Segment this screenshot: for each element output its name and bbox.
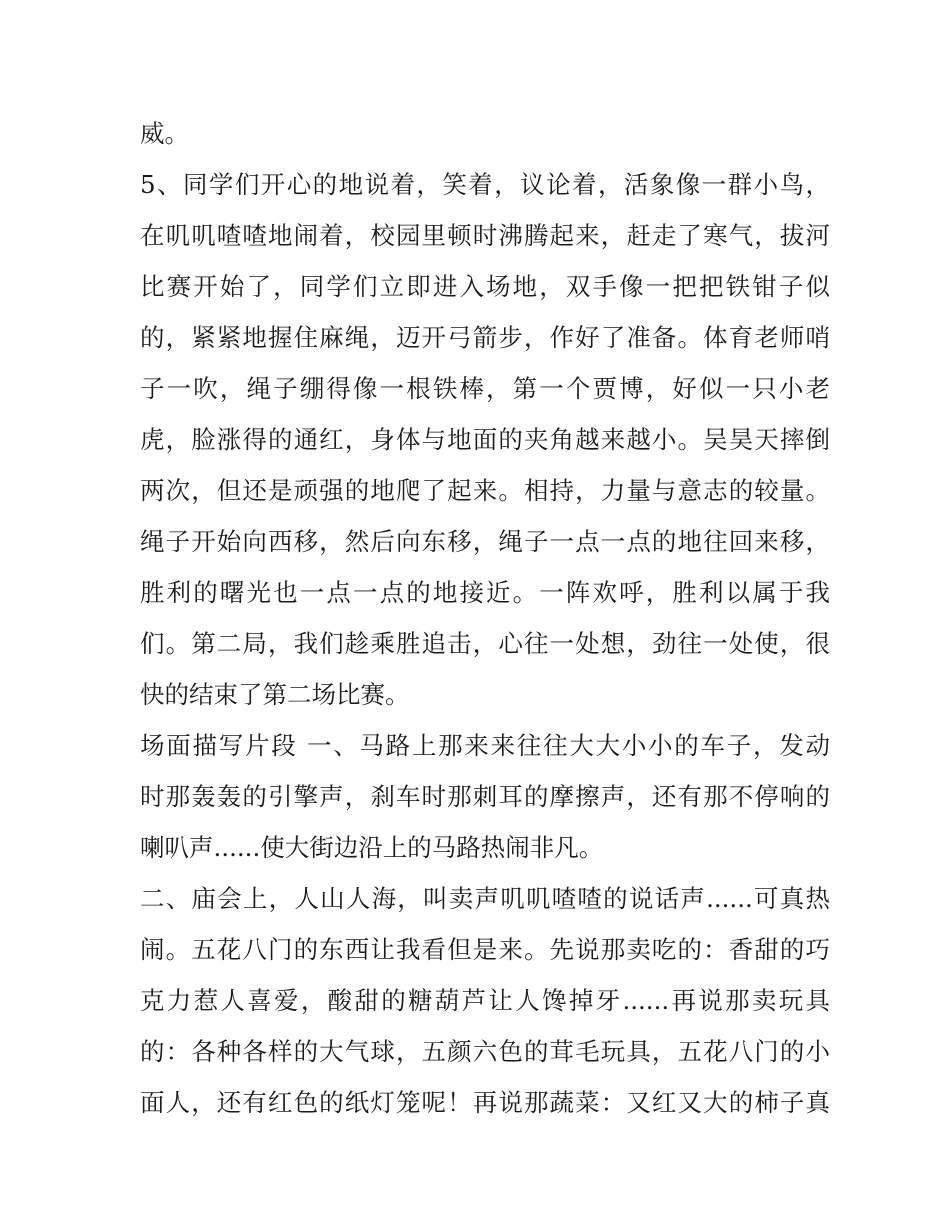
text-line: 的，紧紧地握住麻绳，迈开弓箭步，作好了准备。体育老师哨: [140, 323, 830, 352]
text-line: 面人，还有红色的纸灯笼呢！再说那蔬菜：又红又大的柿子真: [140, 1088, 830, 1117]
text-line: 子一吹，绳子绷得像一根铁棒，第一个贾博，好似一只小老: [140, 374, 830, 403]
text-line: 喇叭声......使大街边沿上的马路热闹非凡。: [140, 833, 604, 862]
text-line: 两次，但还是顽强的地爬了起来。相持，力量与意志的较量。: [140, 476, 830, 505]
text-line: 们。第二局，我们趁乘胜追击，心往一处想，劲往一处使，很: [140, 629, 830, 658]
text-line: 二、庙会上，人山人海，叫卖声叽叽喳喳的说话声......可真热: [140, 884, 830, 913]
body-text: [140, 108, 830, 1128]
text-line: 虎，脸涨得的通红，身体与地面的夹角越来越小。吴昊天摔倒: [140, 425, 830, 454]
text-line: 的：各种各样的大气球，五颜六色的茸毛玩具，五花八门的小: [140, 1037, 830, 1066]
text-line: 场面描写片段 一、马路上那来来往往大大小小的车子，发动: [140, 731, 830, 760]
text-line: 克力惹人喜爱，酸甜的糖葫芦让人馋掉牙......再说那卖玩具: [140, 986, 830, 1015]
text-line: 快的结束了第二场比赛。: [140, 680, 410, 709]
text-line: 比赛开始了，同学们立即进入场地，双手像一把把铁钳子似: [140, 272, 830, 301]
text-line: 绳子开始向西移，然后向东移，绳子一点一点的地往回来移，: [140, 527, 830, 556]
text-line: 5、同学们开心的地说着，笑着，议论着，活象像一群小鸟，: [140, 170, 830, 199]
text-line: 闹。五花八门的东西让我看但是来。先说那卖吃的：香甜的巧: [140, 935, 830, 964]
text-line: 胜利的曙光也一点一点的地接近。一阵欢呼，胜利以属于我: [140, 578, 830, 607]
text-line: 在叽叽喳喳地闹着，校园里顿时沸腾起来，赶走了寒气，拔河: [140, 221, 830, 250]
text-line: 时那轰轰的引擎声，刹车时那刺耳的摩擦声，还有那不停响的: [140, 782, 830, 811]
text-line: 威。: [140, 119, 189, 148]
